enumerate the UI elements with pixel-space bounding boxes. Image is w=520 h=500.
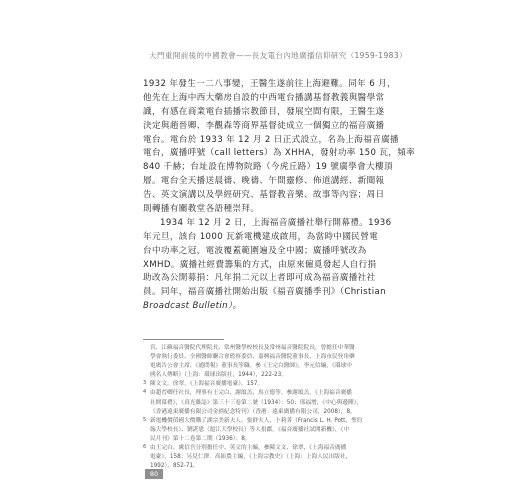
text-line: 840 千赫；台址設在博物院路（今虎丘路）19 號廣學會大樓頂 [143, 162, 393, 173]
text-line: 助改為公開募捐：凡年捐二元以上者即可成為福音廣播社社 [143, 273, 376, 284]
text-line: 層。電台全天播送晨禱、晚禱、午間靈修、佈道講經、新聞報 [143, 176, 385, 187]
text-line: 年元旦，該台 1000 瓦新電機建成啟用，為當時中國民營電 [143, 231, 379, 242]
text-line: Broadcast Bulletin）。 [143, 301, 242, 312]
footnote-line: 民月刊》第十二卷第二期（1936）：8。 [150, 435, 251, 442]
footnote-divider [143, 339, 224, 340]
text-line: XMHD。廣播社經費籌集的方式，由原來僱覓發起人自行捐 [143, 259, 377, 270]
page-number-badge [145, 469, 163, 479]
footnote-line: 《香港遠東廣播有限公司金禧紀念特刊》（香港：遠東廣播有限公司，2008），8。 [150, 408, 356, 415]
footnote-line: 國名人傳略》（上海：環球出版社，1944），222-23。 [150, 372, 287, 379]
text-line: 電台，廣播呼號（call letters）為 XHHA，發射功率 150 瓦，頻率 [143, 148, 416, 159]
footnote-line: 學會執行委員、全國醫師聯合會監察委員、嘉興福音醫院董事長、上海市民登角藥 [150, 354, 355, 361]
text-line: 他先在上海中西大藥房自設的中西電台播講基督教義與醫學常 [143, 92, 385, 103]
footnote-line: 1992），852-71。 [150, 463, 199, 470]
text-line: 1934 年 12 月 2 日，上海福音廣播社舉行開幕禮。1936 [160, 217, 392, 228]
text-line: 台中功率之冠，電波覆蓋範圍遍及全中國；廣播呼號改為 [143, 245, 367, 256]
text-line: 電台。電台於 1933 年 12 月 2 日正式設立，名為上海福音廣播 [143, 134, 399, 145]
page-number: 80 [149, 470, 159, 478]
paragraph-1 [143, 78, 416, 217]
footnote-line: 宮、江蘇福音醫院代理院長、常州醫學校校長及常州福音醫院院長，曾擔任中華醫 [150, 345, 355, 351]
text-line: 決定與趙晉卿、李觀森等商界基督徒成立一個獨立的福音廣播 [143, 120, 385, 131]
footnote-line: 社開幕禮》，《真光雜誌》第三十三卷第二號（1934）：50；邢福增，《中心與邊陲》， [150, 399, 363, 406]
text-line: 1932 年發生一二八事變，王醫生遂前往上海避難。同年 6 月， [143, 79, 396, 89]
text-line: 員。同年，福音廣播社開始出版《福音廣播季刊》（Christian [143, 287, 386, 298]
footnote-line: 6 由王完白、盧信吾分別擔任中、英文的主編。參陳文文、徐翠，《上海福音廣播 [143, 444, 347, 452]
footnote-line: 電臺》，158；另見仁澤．高振農主編，《上海宗教史》（上海：上海人民出版社， [150, 454, 352, 461]
text-line: 告、英文演講以及學經研究、基督教音樂、故事等內容；周日 [143, 190, 385, 201]
footnote-line: 5 新電機價值國大價購了湖宗美新夫人、張群夫人、卜莉菁（Francis L. H. Pott，聖約 [143, 416, 363, 424]
footnote-line: 電廣告公會主席、《通問報》董事長等職。參《王完白醫師》，李元信編，《環球中 [150, 363, 352, 370]
paragraph-2 [143, 217, 392, 314]
text-line: 則轉播有關教堂各語種崇拜。 [143, 204, 260, 215]
footnote-line: 翰大學校長）、劉湛恩（滬江大學校長）等人捐獻。《福音廣播社試開新機》，《中 [150, 426, 350, 433]
text-line: 識，有感在商業電台插播宗教節目，發展空間有限，王醫生遂 [143, 106, 385, 117]
footnote-line: 3 陳文文，徐翠，《上海福音廣播電臺》，157。 [143, 380, 264, 388]
main-text [143, 78, 416, 314]
footnote-line: 4 由趙晉卿任社長，理事有王完白、謝頌羔、馬立德等。參謝頌羔，《上海福音廣播 [143, 389, 352, 397]
footnotes [143, 344, 387, 471]
running-header: 大門重開前後的中國教會——長友電台內地廣播信仰研究（1959-1983） [149, 51, 407, 60]
